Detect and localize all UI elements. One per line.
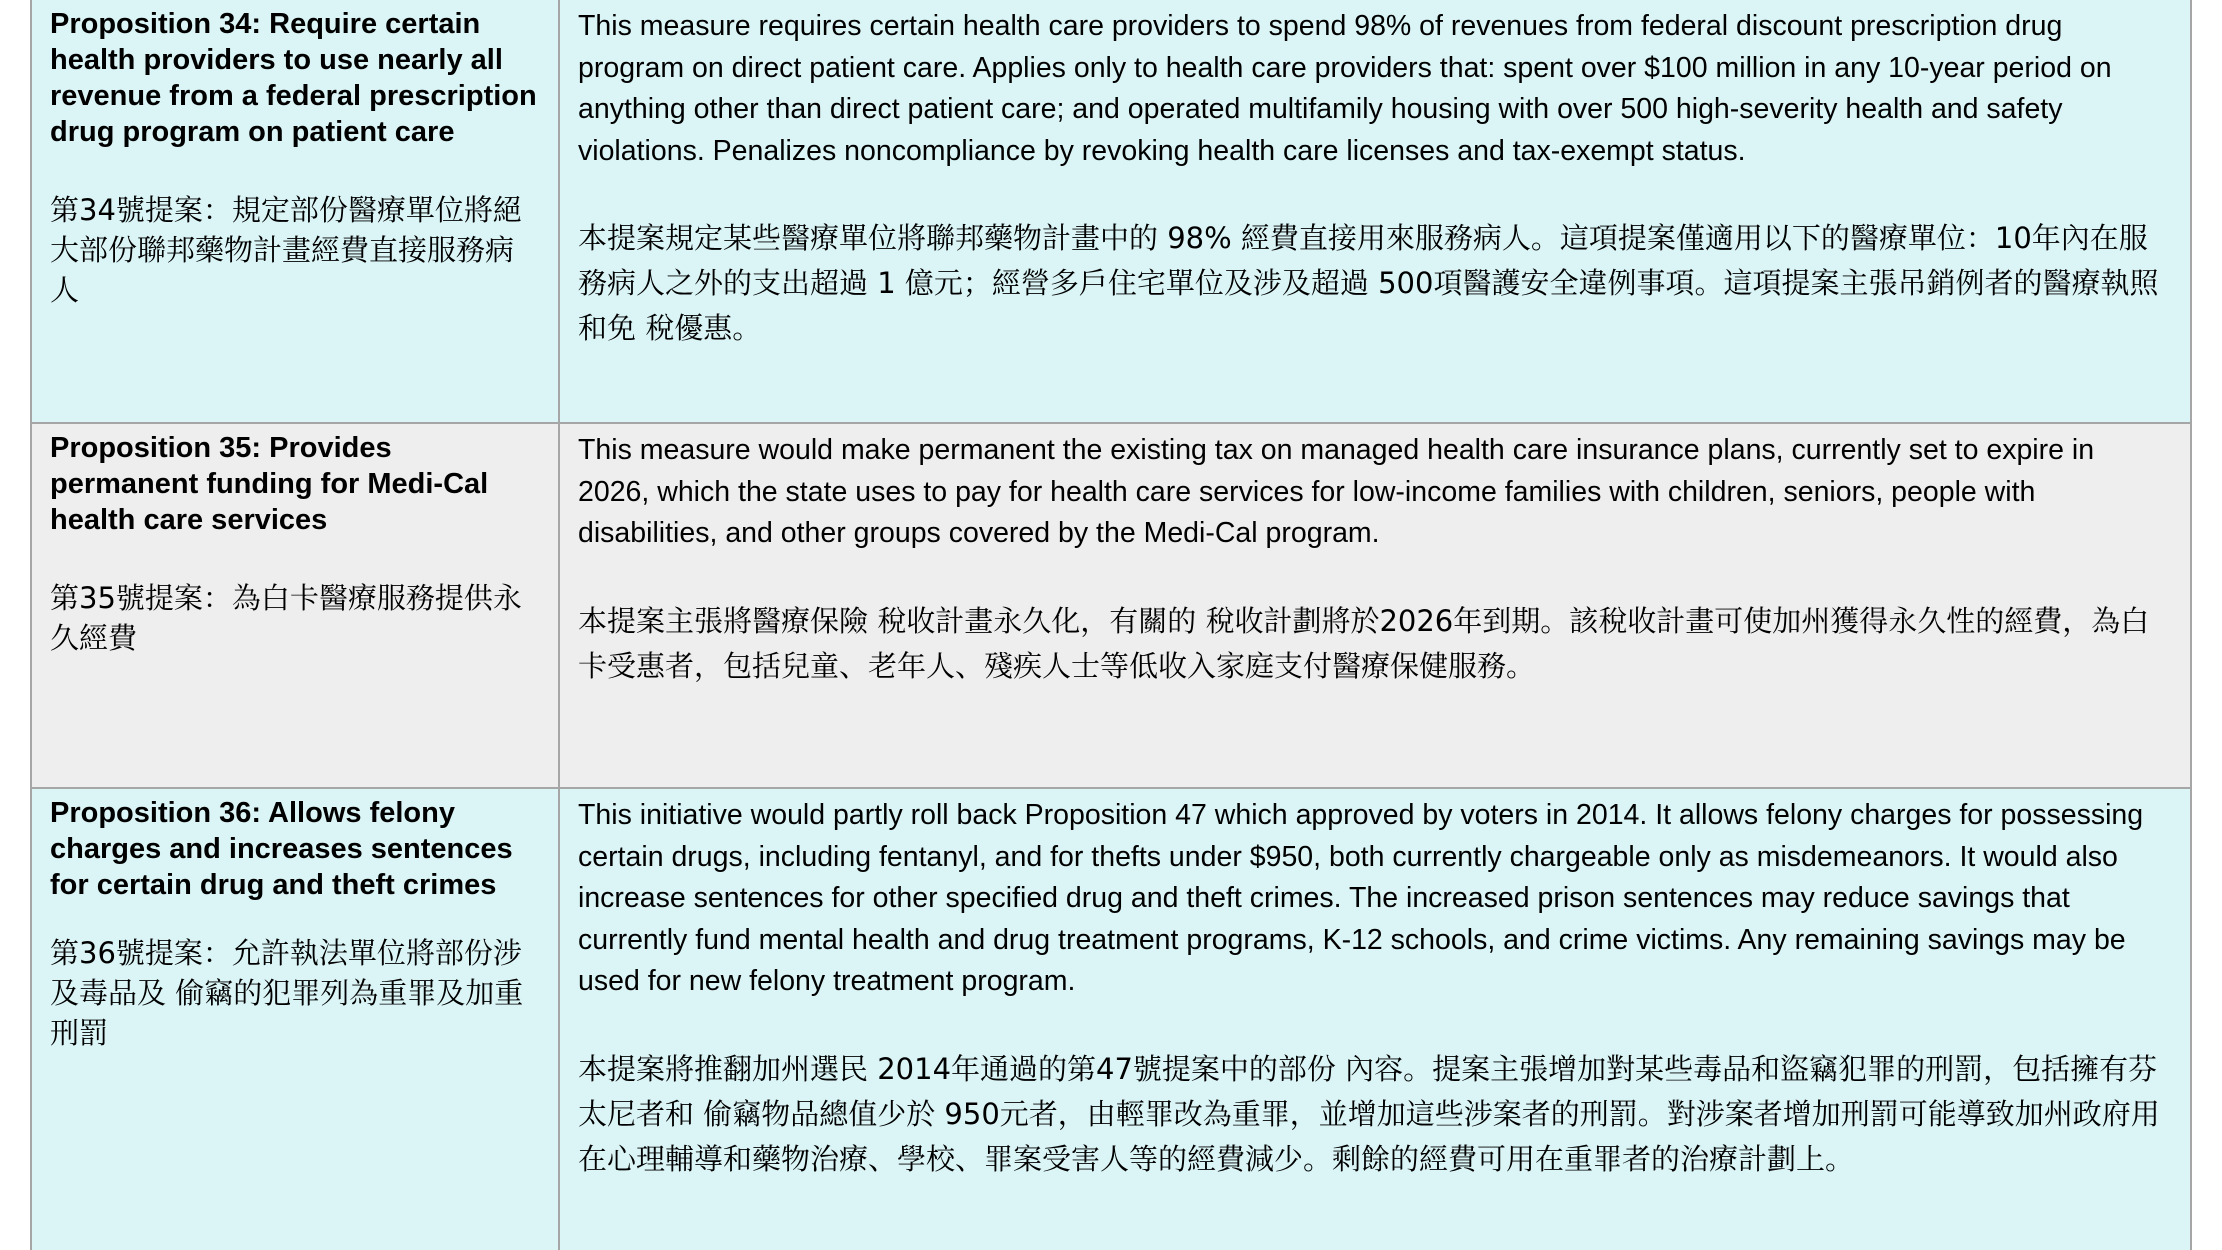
proposition-description-en: This initiative would partly roll back Proposition 47 which approved by voters in 2014. It allows felony charges for possessing certain drugs, including fentanyl, and for thefts under $950, both currently chargeable only as misdemeanors. It would also increase sentences for other specified drug and theft crimes. The increased prison sentences may reduce savings that currently fund mental health and drug treatment programs, K-12 schools, and crime victims. Any remaining savings may be used for new felony treatment program. xyxy=(578,799,2144,997)
proposition-title-en: Proposition 34: Require certain health providers to use nearly all revenue from a federal prescription drug program on patient care xyxy=(50,8,537,148)
proposition-description-cell xyxy=(559,423,2191,788)
proposition-title-zh: 第34號提案：規定部份醫療單位將絕大部份聯邦藥物計畫經費直接服務病人 xyxy=(50,193,522,307)
proposition-title-cell xyxy=(31,423,559,788)
proposition-title-zh: 第36號提案：允許執法單位將部份涉及毒品及 偷竊的犯罪列為重罪及加重刑罰 xyxy=(50,936,524,1050)
proposition-title-en: Proposition 35: Provides permanent funding for Medi-Cal health care services xyxy=(50,432,489,536)
proposition-title-zh: 第35號提案：為白卡醫療服務提供永久經費 xyxy=(50,581,522,655)
proposition-description-en: This measure would make permanent the existing tax on managed health care insurance plans, currently set to expire in 2026, which the state uses to pay for health care services for low-income families with children, seniors, people with disabilities, and other groups covered by the Medi-Cal program. xyxy=(578,434,2095,549)
table-row xyxy=(31,0,2191,423)
table-row xyxy=(31,423,2191,788)
proposition-description-zh: 本提案規定某些醫療單位將聯邦藥物計畫中的 98% 經費直接用來服務病人。這項提案僅適用以下的醫療單位：10年內在服務病人之外的支出超過 1 億元；經營多戶住宅單位及涉及超過 500項醫護安全違例事項。這項提案主張吊銷例者的醫療執照和免 稅優惠。 xyxy=(578,221,2159,345)
proposition-title-cell xyxy=(31,788,559,1250)
proposition-description-cell xyxy=(559,0,2191,423)
table-row xyxy=(31,788,2191,1250)
proposition-description-zh: 本提案主張將醫療保險 稅收計畫永久化，有關的 稅收計劃將於2026年到期。該稅收計畫可使加州獲得永久性的經費，為白卡受惠者，包括兒童、老年人、殘疾人士等低收入家庭支付醫療保健服務。 xyxy=(578,603,2150,683)
proposition-title-cell xyxy=(31,0,559,423)
proposition-description-zh: 本提案將推翻加州選民 2014年通過的第47號提案中的部份 內容。提案主張增加對某些毒品和盜竊犯罪的刑罰，包括擁有芬太尼者和 偷竊物品總值少於 950元者，由輕罪改為重罪，並增加這些涉案者的刑罰。對涉案者增加刑罰可能導致加州政府用在心理輔導和藥物治療、學校、罪案受害人等的經費減少。剩餘的經費可用在重罪者的治療計劃上。 xyxy=(578,1051,2160,1176)
proposition-description-en: This measure requires certain health care providers to spend 98% of revenues from federal discount prescription drug program on direct patient care. Applies only to health care providers that: spent over $100 million in any 10-year period on anything other than direct patient care; and operated multifamily housing with over 500 high-severity health and safety violations. Penalizes noncompliance by revoking health care licenses and tax-exempt status. xyxy=(578,10,2112,167)
proposition-description-cell xyxy=(559,788,2191,1250)
propositions-table xyxy=(30,0,2192,1250)
proposition-title-en: Proposition 36: Allows felony charges and increases sentences for certain drug and theft crimes xyxy=(50,797,513,901)
